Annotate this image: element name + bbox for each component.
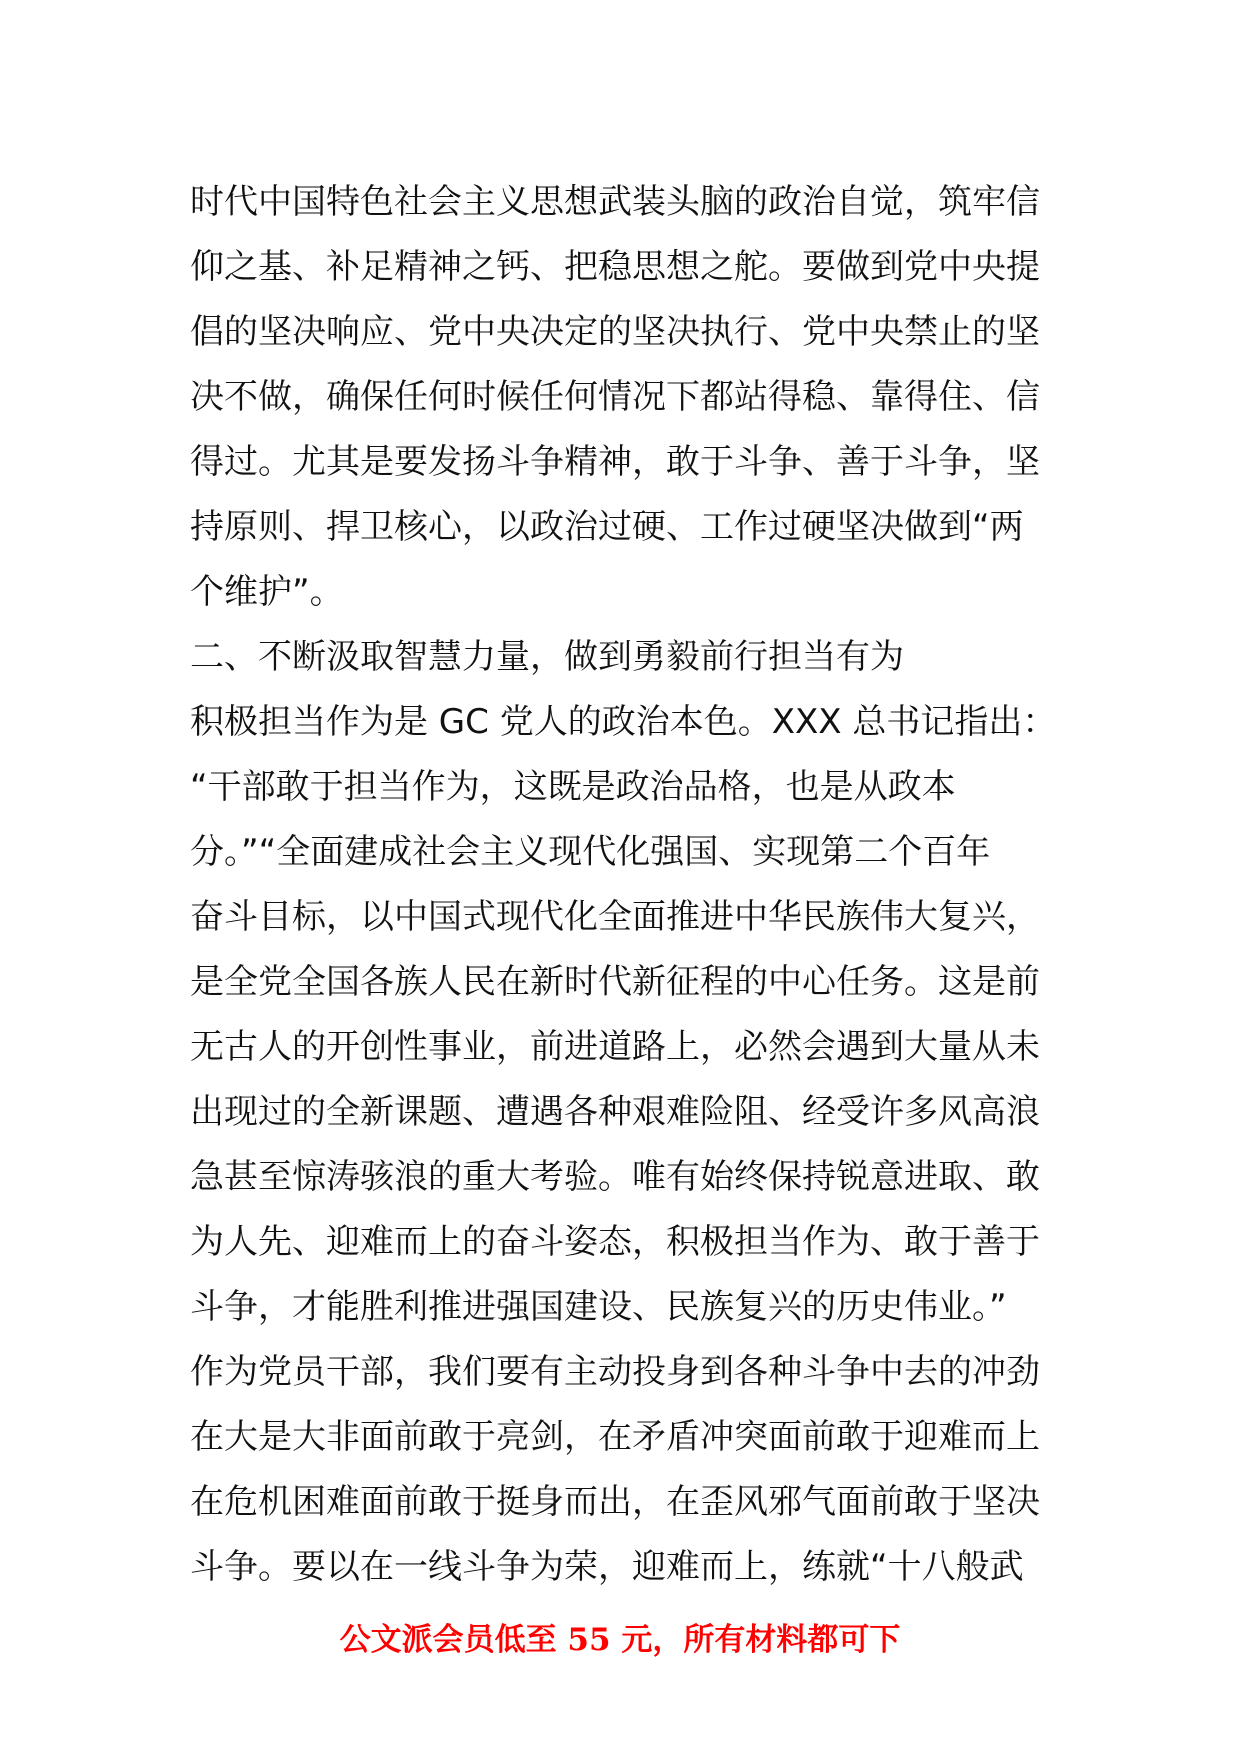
text-line: 是全党全国各族人民在新时代新征程的中心任务。这是前 <box>190 962 1040 1002</box>
section-heading: 二、不断汲取智慧力量，做到勇毅前行担当有为 <box>190 637 904 677</box>
text-line: 斗争。要以在一线斗争为荣，迎难而上，练就“十八般武 <box>190 1547 1024 1587</box>
text-line: 决不做，确保任何时候任何情况下都站得稳、靠得住、信 <box>190 377 1040 417</box>
text-line: 斗争，才能胜利推进强国建设、民族复兴的历史伟业。” <box>190 1287 1007 1327</box>
text-line: 个维护”。 <box>190 572 344 612</box>
text-line: 持原则、捍卫核心，以政治过硬、工作过硬坚决做到“两 <box>190 507 1024 547</box>
text-line: 出现过的全新课题、遭遇各种艰难险阻、经受许多风高浪 <box>190 1092 1040 1132</box>
text-line: 作为党员干部，我们要有主动投身到各种斗争中去的冲劲 <box>190 1352 1040 1392</box>
text-line: 时代中国特色社会主义思想武装头脑的政治自觉，筑牢信 <box>190 182 1040 222</box>
text-line: 分。”“全面建成社会主义现代化强国、实现第二个百年 <box>190 832 991 872</box>
text-line: 奋斗目标，以中国式现代化全面推进中华民族伟大复兴， <box>190 897 1040 937</box>
promo-footer: 公文派会员低至 55 元，所有材料都可下 <box>339 1622 901 1658</box>
text-line: 得过。尤其是要发扬斗争精神，敢于斗争、善于斗争，坚 <box>190 442 1040 482</box>
text-line: 在危机困难面前敢于挺身而出，在歪风邪气面前敢于坚决 <box>190 1482 1040 1522</box>
text-line: 仰之基、补足精神之钙、把稳思想之舵。要做到党中央提 <box>190 247 1040 287</box>
text-line: 积极担当作为是 GC 党人的政治本色。XXX 总书记指出： <box>190 702 1057 742</box>
text-line: 急甚至惊涛骇浪的重大考验。唯有始终保持锐意进取、敢 <box>190 1157 1040 1197</box>
text-line: 无古人的开创性事业，前进道路上，必然会遇到大量从未 <box>190 1027 1040 1067</box>
text-line: 在大是大非面前敢于亮剑，在矛盾冲突面前敢于迎难而上 <box>190 1417 1040 1457</box>
text-line: 倡的坚决响应、党中央决定的坚决执行、党中央禁止的坚 <box>190 312 1040 352</box>
text-line: “干部敢于担当作为，这既是政治品格，也是从政本 <box>190 767 956 807</box>
document-body <box>190 170 1070 1600</box>
text-line: 为人先、迎难而上的奋斗姿态，积极担当作为、敢于善于 <box>190 1222 1040 1262</box>
